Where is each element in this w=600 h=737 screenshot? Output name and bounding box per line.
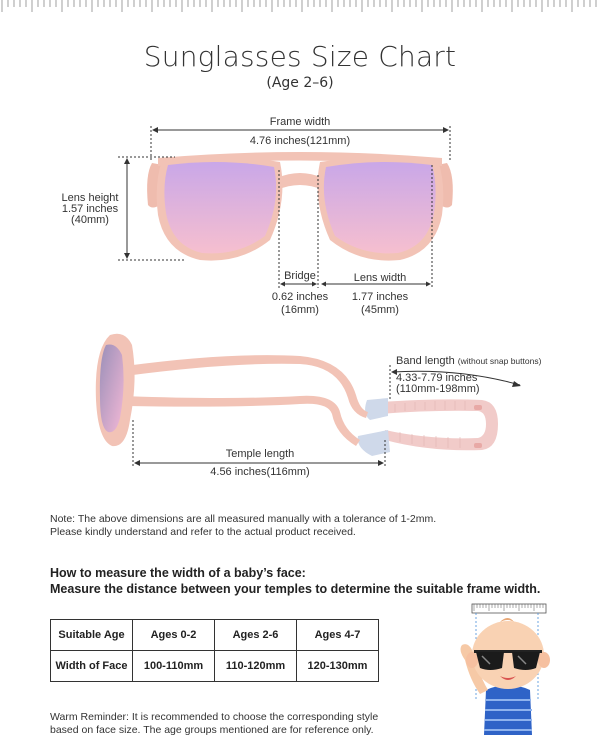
lens-height-label: Lens height (61, 192, 119, 204)
warm-reminder-line-2: based on face size. The age groups mentioned are for reference only. (50, 724, 374, 736)
table-cell: Width of Face (51, 651, 133, 682)
band-length-mm: (110mm-198mm) (396, 383, 480, 395)
lens-width-label: Lens width (353, 272, 407, 284)
band-length-title: Band length (396, 355, 455, 367)
table-cell: 110-120mm (215, 651, 297, 682)
bridge-label: Bridge (284, 270, 316, 282)
frame-width-label: Frame width (269, 116, 331, 128)
baby-sunglasses-right (512, 652, 540, 670)
table-cell: Ages 2-6 (215, 620, 297, 651)
page-subtitle: (Age 2–6) (266, 75, 334, 91)
temple-length-value: 4.56 inches(116mm) (210, 466, 310, 478)
table-cell: Ages 0-2 (133, 620, 215, 651)
howto-heading: How to measure the width of a baby’s face: (50, 566, 306, 580)
table-cell: Ages 4-7 (297, 620, 379, 651)
frame-width-value: 4.76 inches(121mm) (249, 135, 351, 147)
table-cell: 100-110mm (133, 651, 215, 682)
warm-reminder-line-1: Warm Reminder: It is recommended to choose the corresponding style (50, 711, 379, 723)
table-cell: Suitable Age (51, 620, 133, 651)
lens-height-mm: (40mm) (71, 214, 109, 226)
lens-width-mm: (45mm) (361, 304, 399, 316)
howto-instruction: Measure the distance between your temples to determine the suitable frame width. (50, 582, 541, 596)
page-title: Sunglasses Size Chart (143, 40, 457, 73)
bridge-inches: 0.62 inches (271, 291, 329, 303)
note-line-1: Note: The above dimensions are all measured manually with a tolerance of 1-2mm. (50, 513, 437, 525)
baby-ear-right (538, 652, 550, 668)
band-length-inches: 4.33-7.79 inches (396, 372, 478, 384)
lens-width-inches: 1.77 inches (351, 291, 409, 303)
baby-ear-left (466, 652, 478, 668)
temple-length-label: Temple length (225, 448, 295, 460)
table-cell: 120-130mm (297, 651, 379, 682)
band-length-note: (without snap buttons) (457, 356, 542, 366)
lens-height-inches: 1.57 inches (61, 203, 119, 215)
warm-reminder (50, 711, 470, 737)
baby-sunglasses-left (476, 652, 504, 670)
note-line-2: Please kindly understand and refer to the actual product received. (50, 526, 356, 538)
bridge-mm: (16mm) (281, 304, 319, 316)
